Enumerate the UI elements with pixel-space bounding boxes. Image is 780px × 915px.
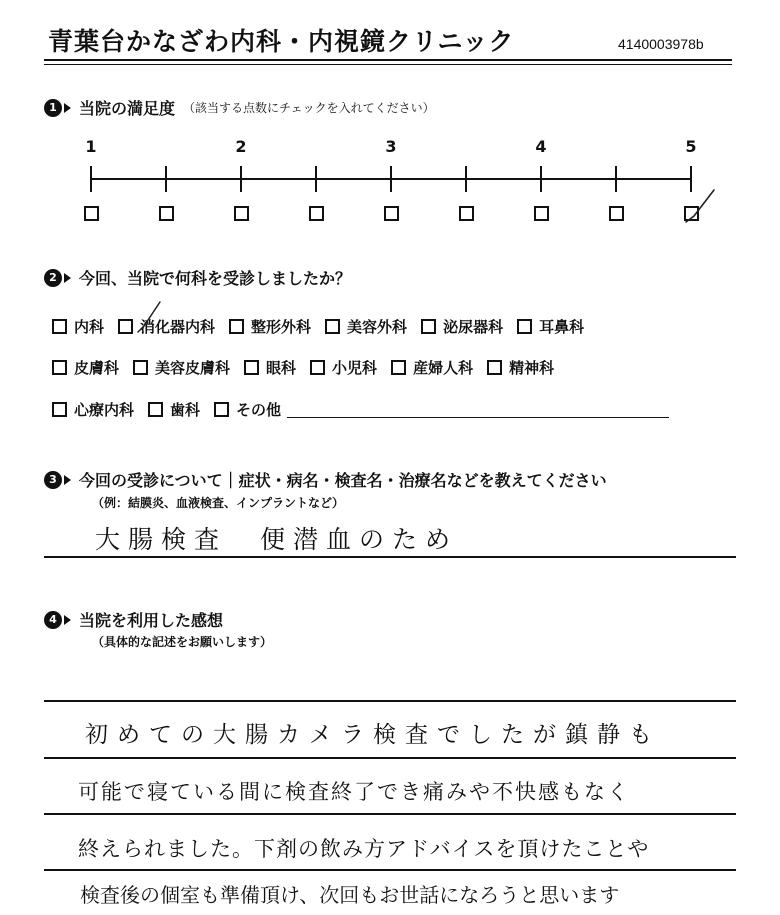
header-rule: [44, 59, 732, 61]
rating-checkbox-1[interactable]: [84, 206, 99, 221]
rating-checkbox-4[interactable]: [534, 206, 549, 221]
q4-title: 当院を利用した感想: [79, 611, 224, 630]
option-label: 皮膚科: [74, 359, 120, 377]
checkbox[interactable]: [52, 360, 67, 375]
arrow-icon: [64, 273, 71, 283]
q3-handwritten-answer: 大腸検査 便潜血のため: [95, 525, 459, 554]
rating-checkbox-4-5[interactable]: [609, 206, 624, 221]
scale-tick: [315, 166, 317, 192]
scale-tick: [240, 166, 242, 192]
q3-answer-line[interactable]: [44, 556, 736, 558]
checkbox[interactable]: [517, 319, 532, 334]
q2-title: 今回、当院で何科を受診しましたか？: [79, 269, 352, 288]
option-internal-medicine[interactable]: [52, 316, 104, 337]
arrow-icon: [64, 615, 71, 625]
option-dermatology[interactable]: [52, 357, 119, 378]
scale-label-1: 1: [85, 137, 97, 156]
check-mark-icon: [680, 186, 720, 228]
q2-number-badge: 2: [44, 269, 62, 287]
q4-number-badge: 4: [44, 611, 62, 629]
option-label: 美容外科: [347, 318, 408, 336]
option-cosmetic-surgery[interactable]: [325, 316, 407, 337]
q4-answer-line[interactable]: [44, 869, 736, 871]
q3-title: 今回の受診について｜症状・病名・検査名・治療名などを教えてください: [79, 471, 607, 490]
rating-checkbox-2[interactable]: [234, 206, 249, 221]
scale-label-2: 2: [235, 137, 247, 156]
header-rule-thin: [44, 64, 732, 65]
option-ent[interactable]: [517, 316, 584, 337]
document-id: 4140003978b: [618, 36, 704, 52]
q4-handwritten-line-3: 終えられました。下剤の飲み方アドバイスを頂けたことや: [78, 837, 650, 861]
q1-note: （該当する点数にチェックを入れてください）: [183, 101, 435, 115]
checkbox[interactable]: [229, 319, 244, 334]
other-input-line[interactable]: [287, 417, 669, 418]
option-obstetrics-gynecology[interactable]: [391, 357, 473, 378]
option-label: 整形外科: [251, 318, 312, 336]
option-label: 心療内科: [74, 401, 135, 419]
q2-heading: [44, 266, 351, 289]
q1-heading: [44, 96, 435, 119]
scale-tick: [615, 166, 617, 192]
option-label: 消化器内科: [140, 318, 216, 336]
q4-handwritten-line-1: 初めての大腸カメラ検査でしたが鎮静も: [85, 722, 661, 748]
q1-title: 当院の満足度: [79, 99, 176, 118]
scale-label-4: 4: [535, 137, 547, 156]
rating-checkbox-3[interactable]: [384, 206, 399, 221]
scale-tick: [165, 166, 167, 192]
checkbox[interactable]: [214, 402, 229, 417]
option-label: その他: [236, 401, 282, 419]
checkbox[interactable]: [133, 360, 148, 375]
q3-number-badge: 3: [44, 471, 62, 489]
option-label: 歯科: [170, 401, 201, 419]
check-mark-icon: [130, 298, 164, 338]
option-other[interactable]: [214, 399, 281, 420]
option-label: 眼科: [266, 359, 297, 377]
checkbox[interactable]: [487, 360, 502, 375]
q3-heading: [44, 468, 607, 491]
option-label: 精神科: [509, 359, 555, 377]
q4-answer-line[interactable]: [44, 757, 736, 759]
q3-example: （例：結膜炎、血液検査、インプラントなど）: [92, 496, 345, 510]
option-urology[interactable]: [421, 316, 503, 337]
option-label: 小児科: [332, 359, 378, 377]
q4-heading: [44, 608, 223, 631]
department-row-2: [52, 357, 568, 378]
q4-note: （具体的な記述をお願いします）: [92, 635, 273, 649]
rating-checkbox-3-5[interactable]: [459, 206, 474, 221]
checkbox[interactable]: [325, 319, 340, 334]
option-label: 産婦人科: [413, 359, 474, 377]
scale-tick: [540, 166, 542, 192]
checkbox[interactable]: [391, 360, 406, 375]
scale-label-3: 3: [385, 137, 397, 156]
q1-number-badge: 1: [44, 99, 62, 117]
option-cosmetic-dermatology[interactable]: [133, 357, 230, 378]
rating-checkbox-1-5[interactable]: [159, 206, 174, 221]
checkbox[interactable]: [421, 319, 436, 334]
option-label: 美容皮膚科: [155, 359, 231, 377]
q4-answer-line[interactable]: [44, 700, 736, 702]
q4-handwritten-line-2: 可能で寝ている間に検査終了でき痛みや不快感もなく: [78, 780, 630, 804]
option-psychiatry[interactable]: [487, 357, 554, 378]
checkbox[interactable]: [52, 319, 67, 334]
checkbox[interactable]: [52, 402, 67, 417]
scale-tick: [465, 166, 467, 192]
option-label: 耳鼻科: [539, 318, 585, 336]
rating-checkbox-2-5[interactable]: [309, 206, 324, 221]
clinic-title: 青葉台かなざわ内科・内視鏡クリニック: [48, 27, 515, 56]
scale-tick: [390, 166, 392, 192]
q4-answer-line[interactable]: [44, 813, 736, 815]
option-psychosomatic-medicine[interactable]: [52, 399, 134, 420]
checkbox[interactable]: [244, 360, 259, 375]
option-orthopedics[interactable]: [229, 316, 311, 337]
q4-handwritten-line-4: 検査後の個室も準備頂け、次回もお世話になろうと思います: [80, 883, 620, 907]
option-label: 内科: [74, 318, 105, 336]
arrow-icon: [64, 475, 71, 485]
option-label: 泌尿器科: [443, 318, 504, 336]
scale-tick: [90, 166, 92, 192]
department-row-3: [52, 399, 669, 420]
option-pediatrics[interactable]: [310, 357, 377, 378]
scale-label-5: 5: [685, 137, 697, 156]
arrow-icon: [64, 103, 71, 113]
option-dentistry[interactable]: [148, 399, 200, 420]
option-ophthalmology[interactable]: [244, 357, 296, 378]
checkbox[interactable]: [148, 402, 163, 417]
checkbox[interactable]: [310, 360, 325, 375]
